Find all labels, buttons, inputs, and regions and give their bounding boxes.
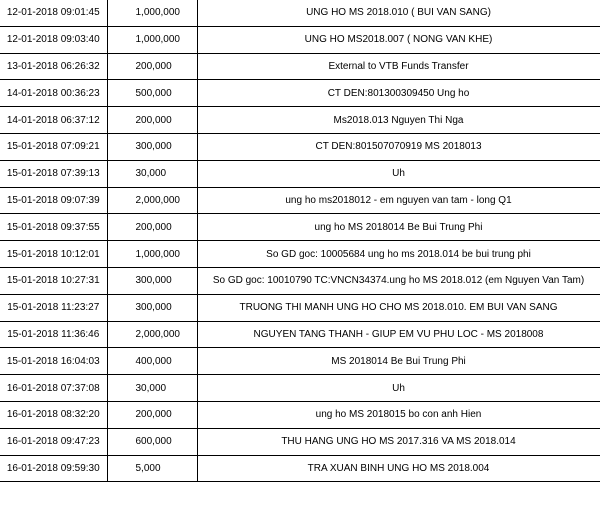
transaction-description-cell: UNG HO MS 2018.010 ( BUI VAN SANG) [197, 0, 600, 26]
table-row [0, 428, 600, 455]
transaction-date-cell: 13-01-2018 06:26:32 [0, 53, 107, 80]
table-row [0, 187, 600, 214]
transaction-amount-cell: 200,000 [107, 53, 197, 80]
transaction-amount-cell: 2,000,000 [107, 187, 197, 214]
transaction-date-cell: 15-01-2018 10:12:01 [0, 241, 107, 268]
transaction-description-cell: So GD goc: 10010790 TC:VNCN34374.ung ho MS 2018.012 (em Nguyen Van Tam) [197, 267, 600, 294]
transaction-amount-cell: 300,000 [107, 133, 197, 160]
transaction-description-cell: THU HANG UNG HO MS 2017.316 VA MS 2018.014 [197, 428, 600, 455]
transaction-description-cell: Uh [197, 375, 600, 402]
table-row [0, 321, 600, 348]
transaction-amount-cell: 1,000,000 [107, 241, 197, 268]
transaction-amount-cell: 200,000 [107, 214, 197, 241]
transaction-date-cell: 14-01-2018 00:36:23 [0, 80, 107, 107]
table-row [0, 401, 600, 428]
transaction-description-cell: Uh [197, 160, 600, 187]
transaction-description-cell: ung ho ms2018012 - em nguyen van tam - long Q1 [197, 187, 600, 214]
transaction-description-cell: CT DEN:801507070919 MS 2018013 [197, 133, 600, 160]
table-row [0, 107, 600, 134]
transaction-amount-cell: 300,000 [107, 267, 197, 294]
transaction-date-cell: 15-01-2018 11:36:46 [0, 321, 107, 348]
table-row [0, 80, 600, 107]
table-row [0, 375, 600, 402]
transaction-description-cell: TRA XUAN BINH UNG HO MS 2018.004 [197, 455, 600, 482]
transaction-description-cell: ung ho MS 2018014 Be Bui Trung Phi [197, 214, 600, 241]
transaction-amount-cell: 5,000 [107, 455, 197, 482]
transaction-date-cell: 15-01-2018 11:23:27 [0, 294, 107, 321]
transaction-description-cell: So GD goc: 10005684 ung ho ms 2018.014 be bui trung phi [197, 241, 600, 268]
transaction-amount-cell: 400,000 [107, 348, 197, 375]
transaction-date-cell: 15-01-2018 10:27:31 [0, 267, 107, 294]
transaction-description-cell: UNG HO MS2018.007 ( NONG VAN KHE) [197, 26, 600, 53]
transaction-amount-cell: 200,000 [107, 401, 197, 428]
transaction-amount-cell: 30,000 [107, 375, 197, 402]
transaction-description-cell: TRUONG THI MANH UNG HO CHO MS 2018.010. EM BUI VAN SANG [197, 294, 600, 321]
transaction-description-cell: CT DEN:801300309450 Ung ho [197, 80, 600, 107]
transaction-date-cell: 15-01-2018 07:39:13 [0, 160, 107, 187]
transaction-date-cell: 16-01-2018 07:37:08 [0, 375, 107, 402]
transaction-amount-cell: 200,000 [107, 107, 197, 134]
transaction-description-cell: Ms2018.013 Nguyen Thi Nga [197, 107, 600, 134]
transaction-description-cell: NGUYEN TANG THANH - GIUP EM VU PHU LOC - MS 2018008 [197, 321, 600, 348]
transaction-amount-cell: 30,000 [107, 160, 197, 187]
transaction-description-cell: MS 2018014 Be Bui Trung Phi [197, 348, 600, 375]
transaction-date-cell: 16-01-2018 09:47:23 [0, 428, 107, 455]
table-row [0, 26, 600, 53]
transaction-description-cell: ung ho MS 2018015 bo con anh Hien [197, 401, 600, 428]
transaction-amount-cell: 600,000 [107, 428, 197, 455]
table-row [0, 267, 600, 294]
transaction-date-cell: 16-01-2018 08:32:20 [0, 401, 107, 428]
table-row [0, 241, 600, 268]
table-row [0, 455, 600, 482]
transaction-amount-cell: 500,000 [107, 80, 197, 107]
transaction-amount-cell: 2,000,000 [107, 321, 197, 348]
table-row [0, 0, 600, 26]
transaction-amount-cell: 1,000,000 [107, 0, 197, 26]
transaction-date-cell: 15-01-2018 09:07:39 [0, 187, 107, 214]
table-row [0, 348, 600, 375]
table-row [0, 214, 600, 241]
table-row [0, 294, 600, 321]
transaction-date-cell: 16-01-2018 09:59:30 [0, 455, 107, 482]
table-row [0, 160, 600, 187]
transaction-description-cell: External to VTB Funds Transfer [197, 53, 600, 80]
transaction-date-cell: 14-01-2018 06:37:12 [0, 107, 107, 134]
transaction-date-cell: 12-01-2018 09:03:40 [0, 26, 107, 53]
transaction-date-cell: 12-01-2018 09:01:45 [0, 0, 107, 26]
table-row [0, 133, 600, 160]
transaction-date-cell: 15-01-2018 16:04:03 [0, 348, 107, 375]
transaction-amount-cell: 300,000 [107, 294, 197, 321]
transaction-date-cell: 15-01-2018 09:37:55 [0, 214, 107, 241]
transaction-amount-cell: 1,000,000 [107, 26, 197, 53]
transaction-date-cell: 15-01-2018 07:09:21 [0, 133, 107, 160]
table-row [0, 53, 600, 80]
